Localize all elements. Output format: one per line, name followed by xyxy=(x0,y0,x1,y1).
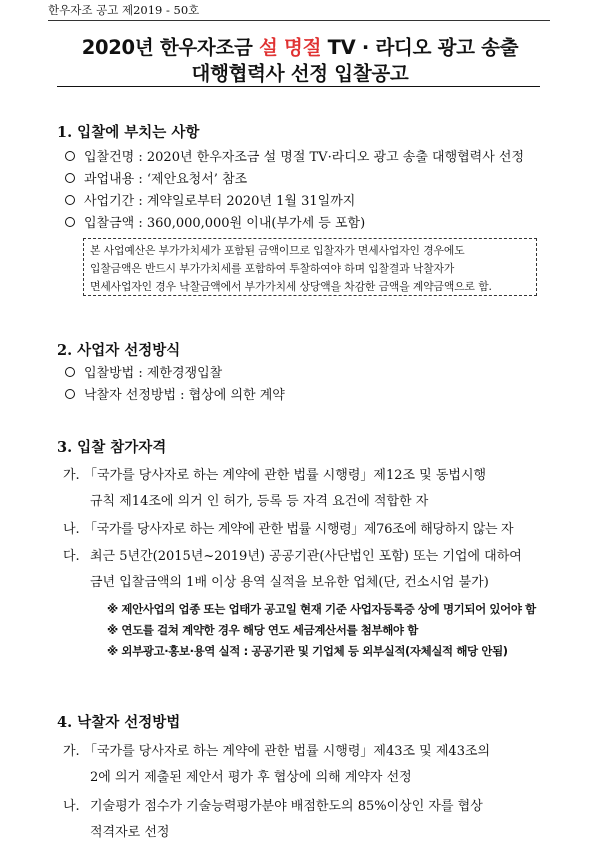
list-marker: 가. xyxy=(63,744,80,759)
list-item-text: 「국가를 당사자로 하는 계약에 관한 법률 시행령」제76조에 해당하지 않는 자 xyxy=(84,522,514,537)
note-line: 본 사업예산은 부가가치세가 포함된 금액이므로 입찰자가 면세사업자인 경우에도 xyxy=(90,244,465,257)
circle-bullet-icon xyxy=(65,173,75,183)
title-underline xyxy=(57,86,540,87)
section3-heading: 3. 입찰 참가자격 xyxy=(57,439,167,456)
header-divider xyxy=(48,20,550,21)
eligibility-note: ※ 제안사업의 업종 또는 업태가 공고일 현재 기준 사업자등록증 상에 명기되어 있어야 함 xyxy=(107,602,536,616)
title-highlight: 설 명절 xyxy=(259,36,322,59)
note-line: 입찰금액은 반드시 부가가치세를 포함하여 투찰하여야 하며 입찰결과 낙찰자가 xyxy=(90,262,455,275)
list-item-text: 규칙 제14조에 의거 인 허가, 등록 등 자격 요건에 적합한 자 xyxy=(90,494,429,509)
note-line: 면세사업자인 경우 낙찰금액에서 부가가치세 상당액을 차감한 금액을 계약금액으로 함. xyxy=(90,280,492,293)
section1-item: 입찰건명 : 2020년 한우자조금 설 명절 TV·라디오 광고 송출 대행협력사 선정 xyxy=(65,146,524,165)
circle-bullet-icon xyxy=(65,367,75,377)
list-item-text: 금년 입찰금액의 1배 이상 용역 실적을 보유한 업체(단, 컨소시엄 불가) xyxy=(90,575,489,590)
title-prefix: 2020년 한우자조금 xyxy=(81,36,260,59)
section1-item: 사업기간 : 계약일로부터 2020년 1월 31일까지 xyxy=(65,190,355,209)
section2-heading: 2. 사업자 선정방식 xyxy=(57,342,181,359)
section1-item: 입찰금액 : 360,000,000원 이내(부가세 등 포함) xyxy=(65,212,365,231)
list-item-text: 「국가를 당사자로 하는 계약에 관한 법률 시행령」제43조 및 제43조의 xyxy=(84,744,491,759)
circle-bullet-icon xyxy=(65,151,75,161)
vat-note-box xyxy=(83,238,537,296)
list-item-text: 기술평가 점수가 기술능력평가분야 배점한도의 85%이상인 자를 협상 xyxy=(90,799,483,814)
page-title-line1 xyxy=(40,32,560,60)
list-item-text: 최근 5년간(2015년~2019년) 공공기관(사단법인 포함) 또는 기업에 대하여 xyxy=(90,549,522,564)
section2-item: 입찰방법 : 제한경쟁입찰 xyxy=(65,362,222,381)
eligibility-note: ※ 연도를 걸쳐 계약한 경우 해당 연도 세금계산서를 첨부해야 함 xyxy=(107,623,418,637)
section4-heading: 4. 낙찰자 선정방법 xyxy=(57,714,181,731)
title-suffix: TV · 라디오 광고 송출 xyxy=(321,36,519,59)
list-item-text: 「국가를 당사자로 하는 계약에 관한 법률 시행령」제12조 및 동법시행 xyxy=(84,468,487,483)
list-item-text: 적격자로 선정 xyxy=(90,825,170,840)
circle-bullet-icon xyxy=(65,195,75,205)
section1-item: 과업내용 : ‘제안요청서’ 참조 xyxy=(65,168,247,187)
section1-heading: 1. 입찰에 부치는 사항 xyxy=(57,124,200,141)
circle-bullet-icon xyxy=(65,217,75,227)
list-marker: 나. xyxy=(63,799,80,814)
list-marker: 다. xyxy=(63,549,80,564)
section2-item: 낙찰자 선정방법 : 협상에 의한 계약 xyxy=(65,384,285,403)
page-title-line2: 대행협력사 선정 입찰공고 xyxy=(191,62,409,85)
eligibility-note: ※ 외부광고·홍보·용역 실적 : 공공기관 및 기업체 등 외부실적(자체실적 해당 안됨) xyxy=(107,644,508,658)
list-marker: 가. xyxy=(63,468,80,483)
document-number: 한우자조 공고 제2019 - 50호 xyxy=(48,3,200,17)
list-item-text: 2에 의거 제출된 제안서 평가 후 협상에 의해 계약자 선정 xyxy=(90,770,412,785)
circle-bullet-icon xyxy=(65,389,75,399)
list-marker: 나. xyxy=(63,522,80,537)
